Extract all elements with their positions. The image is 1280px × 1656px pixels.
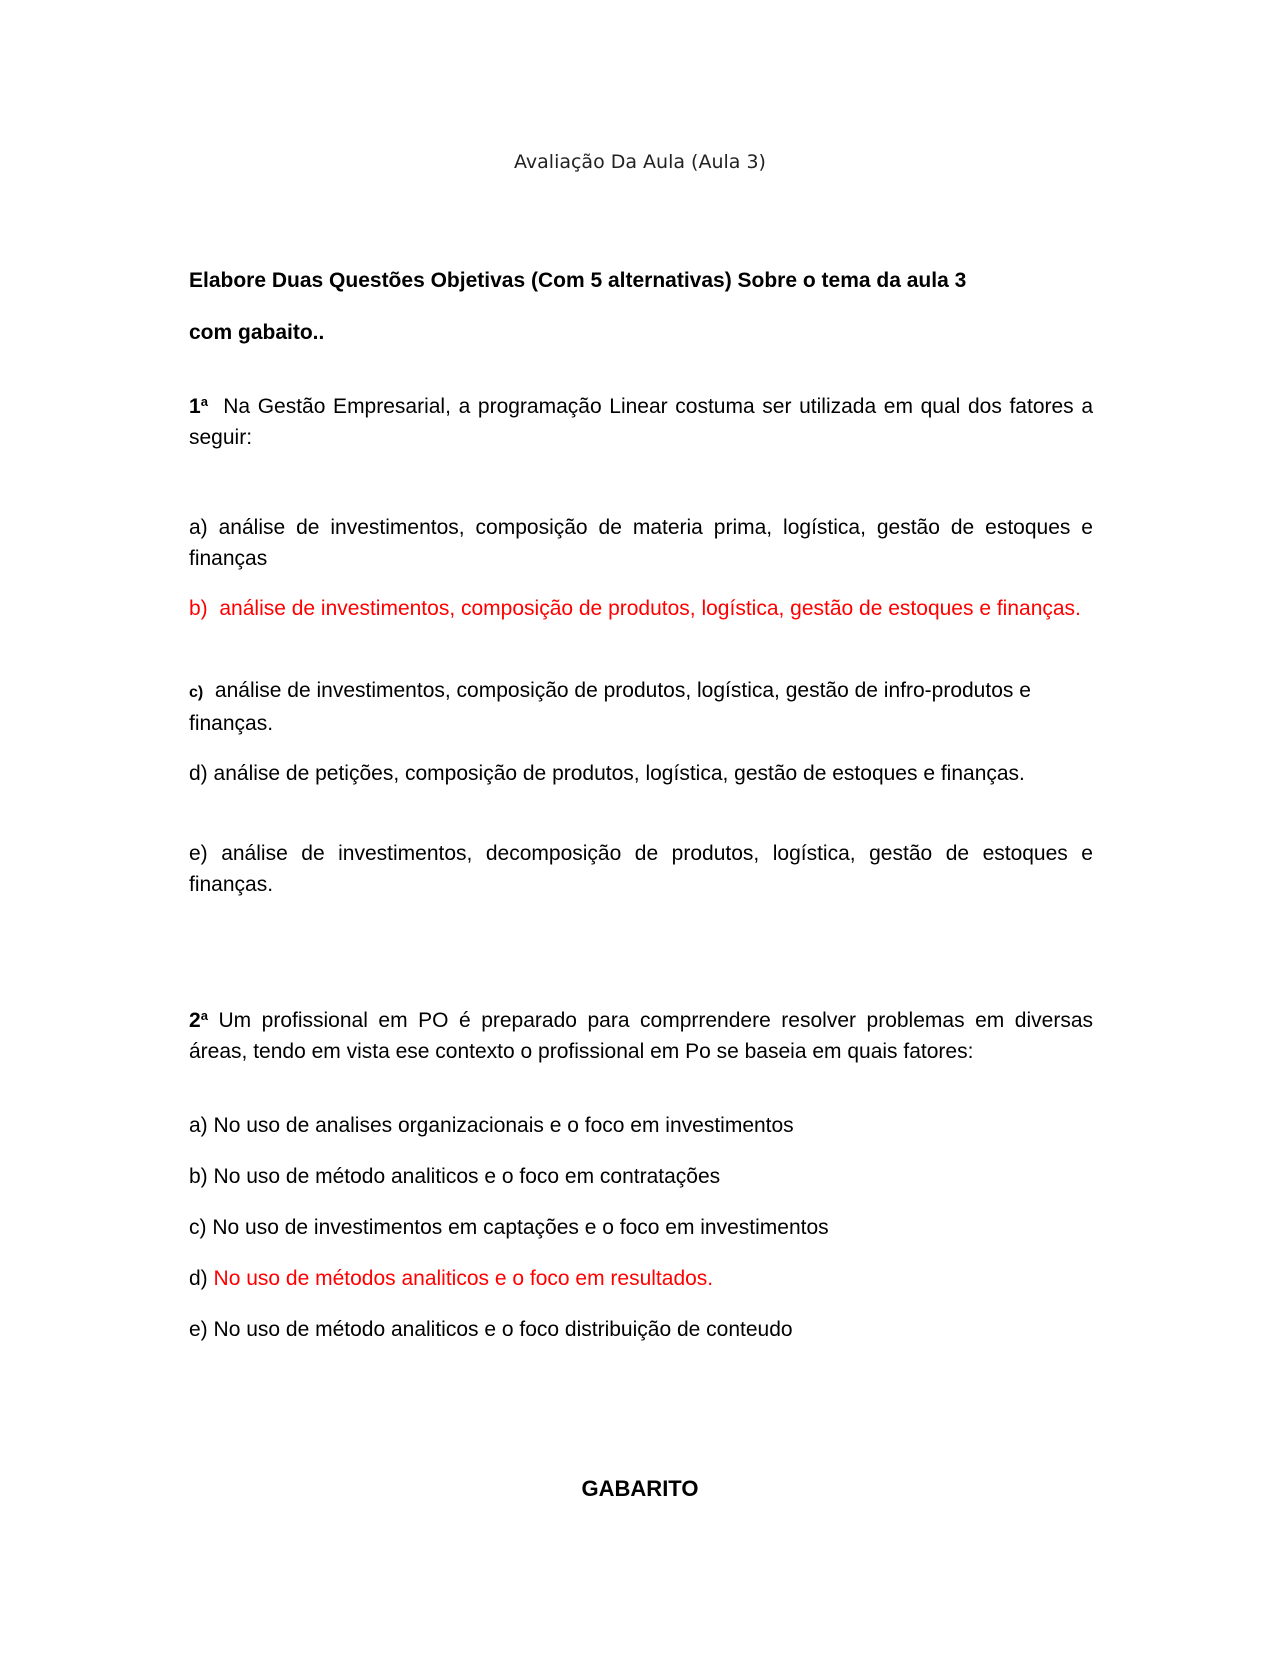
q1-option-d: [189, 758, 1093, 789]
q1-option-a-letter: a): [189, 516, 208, 539]
q2-option-d-correct: [189, 1263, 1093, 1294]
q1-option-d-text: análise de petições, composição de produtos, logística, gestão de estoques e finanças.: [213, 762, 1025, 785]
question-2-text: Um profissional em PO é preparado para comprrendere resolver problemas em diversas áreas, tendo em vista ese contexto o profissional em Po se baseia em quais fatores:: [189, 1009, 1094, 1063]
answer-key-heading: GABARITO: [581, 1476, 699, 1501]
q2-option-a-text: No uso de analises organizacionais e o foco em investimentos: [213, 1114, 794, 1137]
instructions-line-2: com gabaito..: [189, 321, 325, 344]
q2-option-a: [189, 1110, 1093, 1141]
q2-option-d-text: No uso de métodos analiticos e o foco em resultados.: [213, 1267, 714, 1290]
q2-option-e-letter: e): [189, 1318, 208, 1341]
page-title: Avaliação Da Aula (Aula 3): [514, 151, 766, 173]
q1-option-d-letter: d): [189, 762, 208, 785]
q2-option-a-letter: a): [189, 1114, 208, 1137]
q1-option-b-text: análise de investimentos, composição de produtos, logística, gestão de estoques e finanças.: [219, 597, 1081, 620]
q2-option-b: [189, 1161, 1093, 1192]
q2-option-e: [189, 1314, 1093, 1345]
q2-option-c-text: No uso de investimentos em captações e o foco em investimentos: [212, 1216, 829, 1239]
question-1-number: 1$^a$: [189, 394, 208, 418]
instructions-line-1: Elabore Duas Questões Objetivas (Com 5 alternativas) Sobre o tema da aula 3: [189, 269, 967, 292]
q1-option-c-text: análise de investimentos, composição de produtos, logística, gestão de infro-produtos e finanças.: [189, 679, 1031, 735]
q1-option-e: [189, 838, 1093, 900]
q1-option-b-letter: b): [189, 597, 208, 620]
instructions: [189, 255, 1093, 359]
question-2-number: 2$^a$: [189, 1008, 208, 1032]
q2-option-c-letter: c): [189, 1216, 207, 1239]
q1-option-c-letter: c): [189, 684, 204, 701]
q1-option-c: [189, 675, 1093, 739]
q2-option-b-text: No uso de método analiticos e o foco em contratações: [213, 1165, 721, 1188]
q1-option-a-text: análise de investimentos, composição de materia prima, logística, gestão de estoques e finanças: [189, 516, 1093, 570]
question-2: [189, 1000, 1093, 1067]
question-1-text: Na Gestão Empresarial, a programação Linear costuma ser utilizada em qual dos fatores a seguir:: [189, 395, 1093, 449]
q1-option-e-letter: e): [189, 842, 208, 865]
q1-option-b-correct: [189, 593, 1093, 624]
q2-option-d-letter: d): [189, 1267, 208, 1290]
question-1: [189, 386, 1093, 453]
q1-option-e-text: análise de investimentos, decomposição de produtos, logística, gestão de estoques e finanças.: [189, 842, 1093, 896]
q2-option-e-text: No uso de método analiticos e o foco distribuição de conteudo: [213, 1318, 793, 1341]
q2-option-b-letter: b): [189, 1165, 208, 1188]
q2-option-c: [189, 1212, 1093, 1243]
q1-option-a: [189, 512, 1093, 574]
